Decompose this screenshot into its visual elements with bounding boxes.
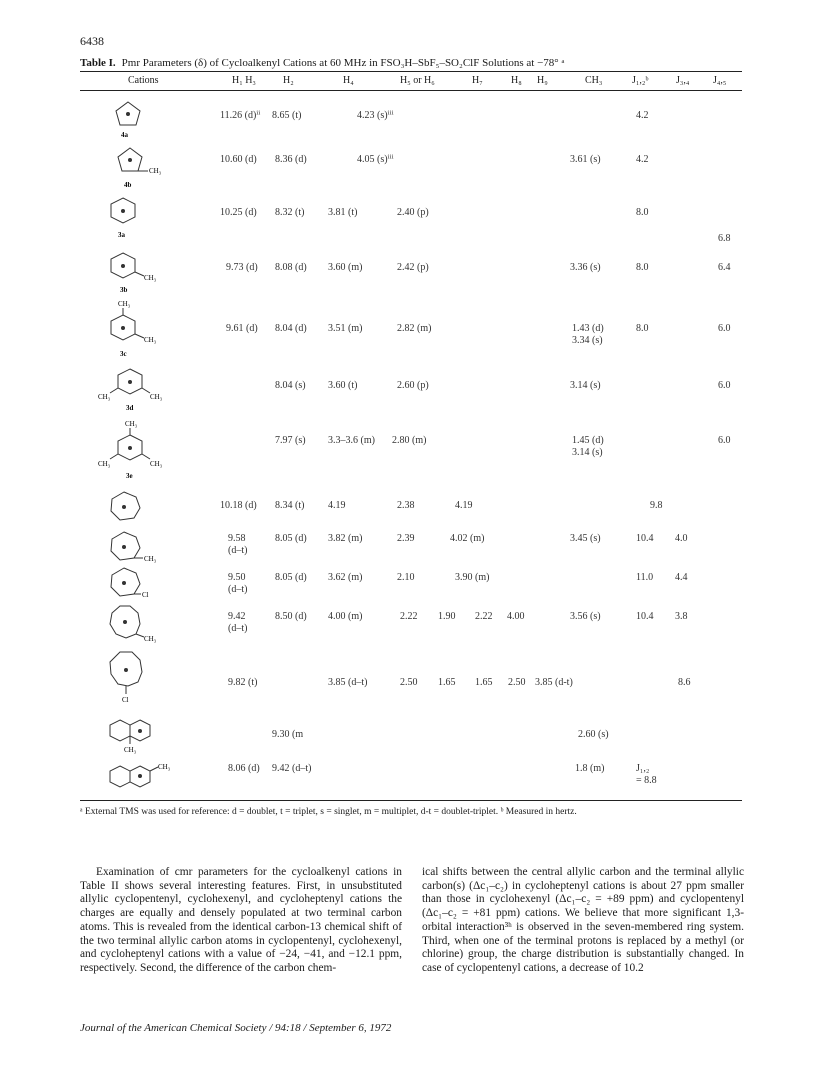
table-cell: 10.18 (d): [220, 500, 257, 511]
table-cell: 8.50 (d): [275, 611, 307, 622]
table-cell: 3.36 (s): [570, 262, 601, 273]
ch3-label: CH₃: [144, 635, 157, 643]
cl-label: Cl: [122, 696, 129, 704]
table-cell: 10.4: [636, 611, 654, 622]
table-cell: 1.65: [475, 677, 493, 688]
table-cell: 2.22: [400, 611, 418, 622]
table-cell: 4.23 (s)ⁱⁱⁱ: [357, 110, 394, 121]
label-3e: 3e: [126, 472, 133, 480]
label-3b: 3b: [120, 286, 128, 294]
table-cell: 4.19: [455, 500, 473, 511]
table-cell: = 8.8: [636, 775, 657, 786]
table-cell: 2.60 (p): [397, 380, 429, 391]
structure-cycloheptenyl: [108, 490, 168, 526]
body-left-column: [80, 866, 402, 976]
header-h8: H₈: [511, 75, 522, 86]
structure-4b: [108, 143, 178, 191]
header-ch3: CH₃: [585, 75, 603, 86]
table-cell: 4.2: [636, 110, 649, 121]
ch3-label: CH₃: [158, 763, 171, 771]
table-cell: 9.73 (d): [226, 262, 258, 273]
header-cations: Cations: [128, 75, 159, 86]
label-3d: 3d: [126, 404, 134, 412]
table-cell: (d–t): [228, 545, 248, 556]
table-cell: 9.8: [650, 500, 663, 511]
table-cell: 6.0: [718, 323, 731, 334]
body-paragraph: Examination of cmr parameters for the cycloalkenyl cations in Table II shows several interesting features. First, in unsubstituted allylic cyclopentenyl, cyclohexenyl, and cycloheptenyl cations the charges are equally and densely populated at two terminal carbon atoms. This is revealed from the identical carbon-13 chemical shift of the two terminal allylic carbon atoms in cyclopentenyl, cyclohexenyl, and cycloheptenyl cations with a value of −24, −41, and −12.1 ppm, respectively. Second, the difference of the carbon chem-: [80, 866, 402, 974]
ch3-label: CH₃: [150, 393, 163, 401]
ch3-label: CH₃: [98, 460, 111, 468]
structure-chlorocycloheptenyl: [108, 566, 178, 602]
table-cell: 9.50: [228, 572, 246, 583]
table-cell: 1.65: [438, 677, 456, 688]
table-cell: 4.00 (m): [328, 611, 363, 622]
table-cell: 3.3–3.6 (m): [328, 435, 375, 446]
table-cell: 10.4: [636, 533, 654, 544]
table-cell: 10.60 (d): [220, 154, 257, 165]
table-cell: 3.45 (s): [570, 533, 601, 544]
ch3-label: CH₃: [118, 300, 131, 308]
structure-4a: [108, 97, 168, 141]
table-cell: 4.05 (s)ⁱⁱⁱ: [357, 154, 394, 165]
label-3c: 3c: [120, 350, 127, 358]
table-cell: 3.85 (d–t): [328, 677, 368, 688]
page-number: 6438: [80, 34, 104, 48]
table-cell: 2.50: [508, 677, 526, 688]
table-cell: 9.82 (t): [228, 677, 258, 688]
table-cell: 3.8: [675, 611, 688, 622]
table-cell: 2.80 (m): [392, 435, 427, 446]
table-cell: 6.4: [718, 262, 731, 273]
table-cell: 4.0: [675, 533, 688, 544]
ch3-label: CH₃: [150, 460, 163, 468]
table-cell: 3.34 (s): [572, 335, 603, 346]
header-j34: J₃,₄: [676, 75, 690, 86]
table-cell: 2.40 (p): [397, 207, 429, 218]
table-bottom-rule: [80, 800, 742, 801]
table-footnote: ᵃ External TMS was used for reference: d = doublet, t = triplet, s = singlet, m = multiplet, d-t = doublet-triplet. ᵇ Measured in hertz.: [80, 807, 577, 817]
table-cell: 3.81 (t): [328, 207, 358, 218]
header-h1h3: H₁ H₃: [232, 75, 256, 86]
table-cell: 9.42 (d–t): [272, 763, 312, 774]
table-cell: 9.30 (m: [272, 729, 304, 740]
table-cell: 4.00: [507, 611, 525, 622]
structure-methylcycloheptenyl: [108, 530, 178, 566]
header-h9: H₉: [537, 75, 548, 86]
cl-label: Cl: [142, 591, 149, 599]
ch3-label: CH₃: [144, 274, 157, 282]
table-cell: 6.0: [718, 435, 731, 446]
table-cell: 8.0: [636, 262, 649, 273]
label-3a: 3a: [118, 231, 125, 239]
table-cell: 8.04 (s): [275, 380, 306, 391]
table-caption: Pmr Parameters (δ) of Cycloalkenyl Cations at 60 MHz in FSO₃H–SbF₅–SO₂ClF Solutions at −78° ᵃ: [121, 57, 565, 69]
table-cell: 9.42: [228, 611, 246, 622]
table-cell: J₁,₂: [636, 763, 650, 774]
table-cell: 1.90: [438, 611, 456, 622]
table-top-rule: [80, 71, 742, 72]
table-cell: 3.61 (s): [570, 154, 601, 165]
table-cell: 2.42 (p): [397, 262, 429, 273]
ch3-label: CH₃: [144, 555, 157, 563]
ch3-label: CH₃: [125, 420, 138, 428]
header-h2: H₂: [283, 75, 294, 86]
table-cell: 8.34 (t): [275, 500, 305, 511]
table-cell: 2.38: [397, 500, 415, 511]
table-cell: 2.22: [475, 611, 493, 622]
header-j45: J₄,₅: [713, 75, 727, 86]
table-cell: 10.25 (d): [220, 207, 257, 218]
table-cell: 1.8 (m): [575, 763, 605, 774]
header-j12: J₁,₂ᵇ: [632, 75, 649, 86]
table-cell: (d–t): [228, 584, 248, 595]
table-cell: 3.82 (m): [328, 533, 363, 544]
table-cell: 3.51 (m): [328, 323, 363, 334]
header-h7: H₇: [472, 75, 483, 86]
structure-3d: [98, 366, 178, 414]
table-cell: 3.85 (d-t): [535, 677, 573, 688]
table-cell: 3.60 (m): [328, 262, 363, 273]
table-cell: 9.61 (d): [226, 323, 258, 334]
table-cell: 4.02 (m): [450, 533, 485, 544]
table-cell: 3.14 (s): [572, 447, 603, 458]
table-cell: 8.65 (t): [272, 110, 302, 121]
table-cell: 7.97 (s): [275, 435, 306, 446]
table-cell: 3.90 (m): [455, 572, 490, 583]
table-cell: 11.0: [636, 572, 654, 583]
table-cell: 8.04 (d): [275, 323, 307, 334]
table-cell: (d–t): [228, 623, 248, 634]
structure-3a: [108, 195, 168, 243]
table-cell: 2.39: [397, 533, 415, 544]
ch3-label: CH₃: [144, 336, 157, 344]
table-cell: 8.0: [636, 207, 649, 218]
ch3-label: CH₃: [124, 746, 137, 754]
body-paragraph: ical shifts between the central allylic carbon and the terminal allylic carbon(s) (Δc₁–c₂) in cycloheptenyl cations is about 27 ppm smaller than those in cyclohexenyl (Δc₁–c₂ = +89 ppm) and cyclopentenyl (Δc₁–c₂ = +81 ppm) cations. We believe that more significant 1,3-orbital interaction³ʰ is observed in the seven-membered ring system. Third, when one of the terminal protons is replaced by a methyl (or chlorine) group, the charge distribution is substantially changed. In case of cyclopentenyl cations, a decrease of 10.2: [422, 866, 744, 974]
header-h4: H₄: [343, 75, 354, 86]
table-title: [80, 57, 564, 69]
table-cell: 2.60 (s): [578, 729, 609, 740]
table-cell: 8.05 (d): [275, 533, 307, 544]
table-cell: 2.82 (m): [397, 323, 432, 334]
table-cell: 8.32 (t): [275, 207, 305, 218]
label-4a: 4a: [121, 131, 128, 139]
body-right-column: [422, 866, 744, 976]
structure-3c: [108, 298, 178, 362]
table-cell: 1.45 (d): [572, 435, 604, 446]
table-cell: 6.0: [718, 380, 731, 391]
table-cell: 4.4: [675, 572, 688, 583]
structure-chlorocyclooctenyl: [108, 650, 168, 710]
table-cell: 8.08 (d): [275, 262, 307, 273]
table-cell: 3.60 (t): [328, 380, 358, 391]
structure-methylcyclooctenyl: [108, 604, 178, 644]
table-cell: 11.26 (d)ⁱⁱ: [220, 110, 261, 121]
table-cell: 8.36 (d): [275, 154, 307, 165]
label-4b: 4b: [124, 181, 132, 189]
running-foot: Journal of the American Chemical Society / 94:18 / September 6, 1972: [80, 1022, 392, 1034]
table-cell: 9.58: [228, 533, 246, 544]
header-h5h6: H₅ or H₆: [400, 75, 435, 86]
table-header-rule: [80, 90, 742, 91]
table-cell: 3.56 (s): [570, 611, 601, 622]
table-cell: 4.2: [636, 154, 649, 165]
table-label: Table I.: [80, 57, 116, 69]
table-cell: 8.6: [678, 677, 691, 688]
table-cell: 2.50: [400, 677, 418, 688]
ch3-label: CH₃: [98, 393, 111, 401]
structure-bicyclic-a: [108, 718, 178, 760]
table-cell: 6.8: [718, 233, 731, 244]
table-cell: 8.05 (d): [275, 572, 307, 583]
table-cell: 2.10: [397, 572, 415, 583]
structure-3e: [98, 418, 178, 482]
table-cell: 8.0: [636, 323, 649, 334]
table-cell: 3.14 (s): [570, 380, 601, 391]
structure-bicyclic-b: [108, 762, 188, 792]
table-cell: 1.43 (d): [572, 323, 604, 334]
ch3-label: CH₃: [149, 167, 162, 175]
table-cell: 3.62 (m): [328, 572, 363, 583]
table-cell: 8.06 (d): [228, 763, 260, 774]
table-cell: 4.19: [328, 500, 346, 511]
structure-3b: [108, 250, 178, 298]
